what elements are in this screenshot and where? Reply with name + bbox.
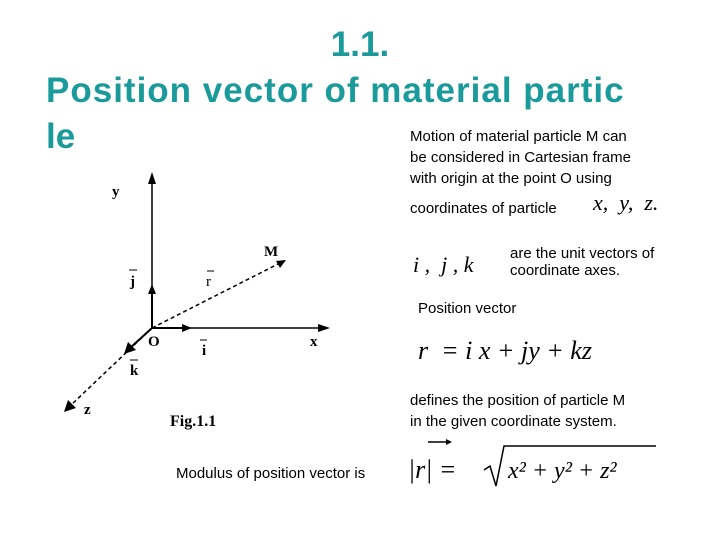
unit-vectors-line: are the unit vectors of bbox=[510, 245, 655, 262]
position-equation: r = i x + jy + kz bbox=[418, 336, 592, 365]
defines-line: defines the position of particle M bbox=[410, 392, 626, 409]
description-line: be considered in Cartesian frame bbox=[410, 149, 631, 166]
y-axis-label: y bbox=[112, 184, 120, 200]
y-axis-arrow-icon bbox=[148, 172, 156, 184]
r-vector bbox=[152, 262, 282, 328]
description-line: coordinates of particle bbox=[410, 200, 557, 217]
modulus-equation bbox=[404, 436, 664, 496]
title-line-continuation: le bbox=[46, 117, 76, 156]
i-vector-arrow-icon bbox=[182, 324, 192, 332]
modulus-lhs: |r| = bbox=[408, 455, 457, 484]
defines-text bbox=[410, 390, 625, 432]
description-line: with origin at the point O using bbox=[410, 170, 612, 187]
unit-vectors-line: coordinate axes. bbox=[510, 262, 621, 279]
modulus-label: Modulus of position vector is bbox=[176, 465, 366, 482]
position-vector-label: Position vector bbox=[418, 300, 517, 317]
x-axis-arrow-icon bbox=[318, 324, 330, 332]
coordinates-math: x, y, z. bbox=[593, 190, 659, 215]
k-label: k bbox=[130, 363, 139, 379]
figure-caption: Fig.1.1 bbox=[170, 413, 217, 430]
description bbox=[410, 126, 631, 189]
x-axis-label: x bbox=[310, 334, 318, 350]
coordinate-figure bbox=[50, 170, 350, 440]
description-line: Motion of material particle M can bbox=[410, 128, 627, 145]
title-number: 1.1. bbox=[330, 25, 390, 64]
z-axis-label: z bbox=[84, 402, 91, 418]
modulus-rhs: x² + y² + z² bbox=[508, 458, 617, 484]
defines-line: in the given coordinate system. bbox=[410, 413, 617, 430]
r-label: r bbox=[206, 274, 211, 290]
unit-vectors-math: i , j , k bbox=[413, 252, 474, 277]
unit-vectors-text bbox=[510, 245, 654, 279]
j-vector-arrow-icon bbox=[148, 284, 156, 294]
i-label: i bbox=[202, 343, 207, 359]
title-line: Position vector of material partic bbox=[46, 71, 625, 110]
vector-arrow-icon bbox=[428, 439, 452, 445]
point-m-label: M bbox=[264, 244, 279, 260]
j-label: j bbox=[130, 274, 135, 290]
origin-label: O bbox=[148, 334, 160, 350]
